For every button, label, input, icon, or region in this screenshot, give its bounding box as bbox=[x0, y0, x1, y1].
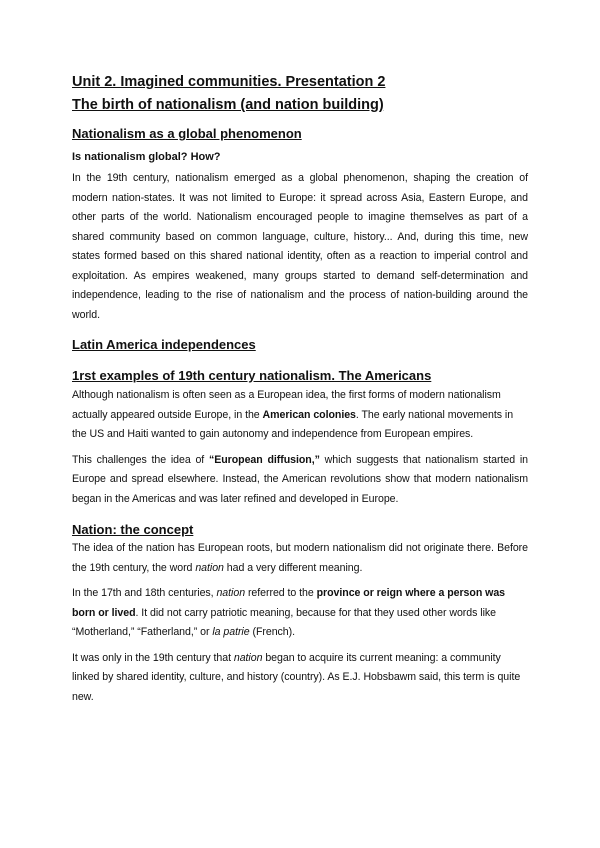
paragraph-nation-1: The idea of the nation has European roots, but modern nationalism did not originate there. Before the 19th century, the word nation had a very different meaning. bbox=[72, 542, 528, 574]
section-heading-americans: 1rst examples of 19th century nationalism. The Americans bbox=[72, 368, 432, 383]
section-heading-global: Nationalism as a global phenomenon bbox=[72, 126, 302, 141]
paragraph-americas-2: This challenges the idea of “European diffusion,” which suggests that nationalism started in Europe and spread elsewhere. Instead, the American revolutions show that modern nationalism began in the Americas and was later refined and developed in Europe. bbox=[72, 453, 528, 505]
paragraph-nation-2: In the 17th and 18th centuries, nation referred to the province or reign where a person was born or lived. It did not carry patriotic meaning, because for that they used other words like “Motherland,” “Fatherland,” or la patrie (French). bbox=[72, 587, 506, 638]
paragraph-global: In the 19th century, nationalism emerged as a global phenomenon, shaping the creation of modern nation-states. It was not limited to Europe: it spread across Asia, Eastern Europe, and other parts of the world. Nationalism encouraged people to imagine themselves as part of a shared community based on common language, culture, history... And, during this time, new states formed based on this shared national identity, often as a reaction to imperial control and exploitation. As empires weakened, many groups started to demand self-determination and independence, leading to the rise of nationalism and the process of nation-building around the world. bbox=[72, 172, 528, 321]
document-page bbox=[72, 72, 528, 707]
paragraph-nation-3: It was only in the 19th century that nation began to acquire its current meaning: a community linked by shared identity, culture, and history (country). As E.J. Hobsbawm said, this term is quite new. bbox=[72, 651, 521, 703]
paragraph-americas-1: Although nationalism is often seen as a European idea, the first forms of modern nationalism actually appeared outside Europe, in the American colonies. The early national movements in the US and Haiti wanted to gain autonomy and independence from European empires. bbox=[72, 389, 514, 440]
document-title: Unit 2. Imagined communities. Presentation 2 bbox=[72, 74, 386, 90]
document-subtitle: The birth of nationalism (and nation building) bbox=[72, 97, 384, 113]
question-heading: Is nationalism global? How? bbox=[72, 151, 221, 163]
section-heading-latin-america: Latin America independences bbox=[72, 337, 256, 352]
section-heading-nation-concept: Nation: the concept bbox=[72, 522, 194, 537]
